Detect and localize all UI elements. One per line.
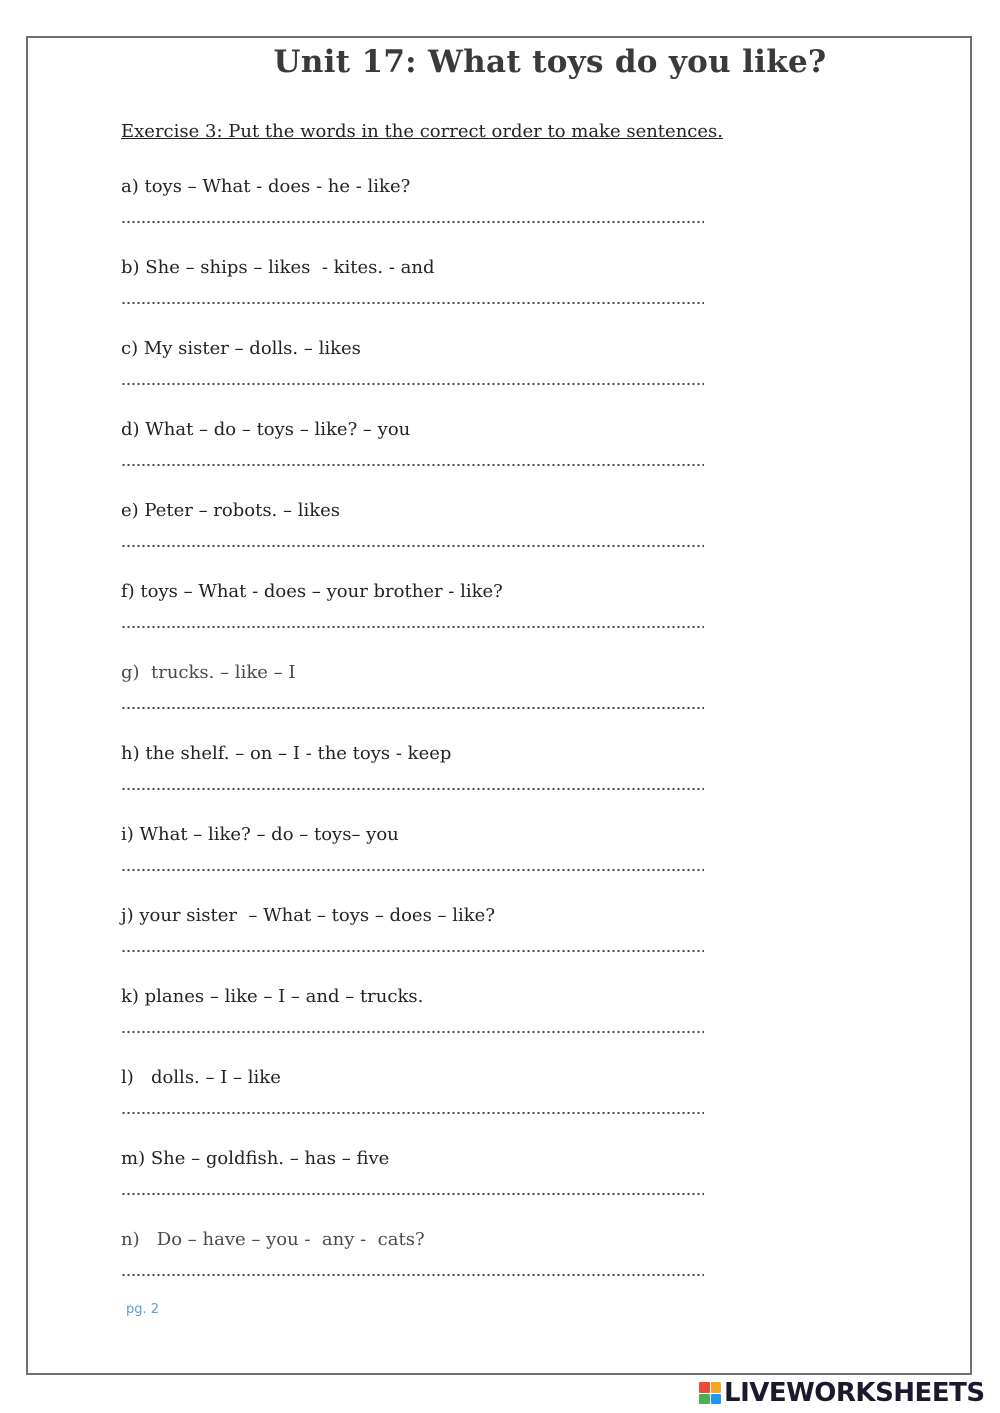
exercise-prompt: d) What – do – toys – like? – you (121, 419, 411, 440)
exercise-prompt: g) trucks. – like – I (121, 662, 296, 683)
exercise-item (121, 986, 741, 1008)
logo-tile (699, 1394, 710, 1405)
answer-input[interactable] (121, 459, 704, 473)
exercise-item (121, 1229, 741, 1251)
exercise-item (121, 1067, 741, 1089)
exercise-prompt: j) your sister – What – toys – does – like? (121, 905, 495, 926)
worksheet-title: Unit 17: What toys do you like? (273, 44, 827, 80)
answer-input[interactable] (121, 1188, 704, 1202)
logo-tile (699, 1382, 710, 1393)
answer-input[interactable] (121, 297, 704, 311)
page-number: pg. 2 (126, 1302, 160, 1317)
exercise-prompt: e) Peter – robots. – likes (121, 500, 341, 521)
exercise-prompt: k) planes – like – I – and – trucks. (121, 986, 424, 1007)
answer-input[interactable] (121, 702, 704, 716)
exercise-prompt: a) toys – What - does - he - like? (121, 176, 411, 197)
exercise-item (121, 419, 741, 441)
exercise-item (121, 905, 741, 927)
exercise-item (121, 257, 741, 279)
exercise-item (121, 824, 741, 846)
answer-input[interactable] (121, 1107, 704, 1121)
answer-input[interactable] (121, 1026, 704, 1040)
liveworksheets-brand[interactable] (699, 1379, 985, 1407)
answer-input[interactable] (121, 621, 704, 635)
exercise-prompt: m) She – goldfish. – has – five (121, 1148, 390, 1169)
answer-input[interactable] (121, 864, 704, 878)
exercise-prompt: h) the shelf. – on – I - the toys - keep (121, 743, 452, 764)
answer-input[interactable] (121, 1269, 704, 1283)
answer-input[interactable] (121, 945, 704, 959)
exercise-prompt: f) toys – What - does – your brother - like? (121, 581, 503, 602)
answer-input[interactable] (121, 783, 704, 797)
exercise-prompt: n) Do – have – you - any - cats? (121, 1229, 425, 1250)
exercise-item (121, 1148, 741, 1170)
answer-input[interactable] (121, 216, 704, 230)
answer-input[interactable] (121, 540, 704, 554)
exercise-prompt: c) My sister – dolls. – likes (121, 338, 361, 359)
answer-input[interactable] (121, 378, 704, 392)
exercise-item (121, 176, 741, 198)
logo-tile (711, 1394, 722, 1405)
exercise-item (121, 338, 741, 360)
exercise-item (121, 662, 741, 684)
exercise-item (121, 581, 741, 603)
liveworksheets-logo-icon (699, 1382, 721, 1404)
exercise-prompt: b) She – ships – likes - kites. - and (121, 257, 435, 278)
exercise-prompt: l) dolls. – I – like (121, 1067, 281, 1088)
exercise-item (121, 743, 741, 765)
brand-name: LIVEWORKSHEETS (724, 1378, 985, 1408)
exercise-instruction: Exercise 3: Put the words in the correct order to make sentences. (121, 121, 723, 142)
exercise-prompt: i) What – like? – do – toys– you (121, 824, 399, 845)
exercise-item (121, 500, 741, 522)
logo-tile (711, 1382, 722, 1393)
